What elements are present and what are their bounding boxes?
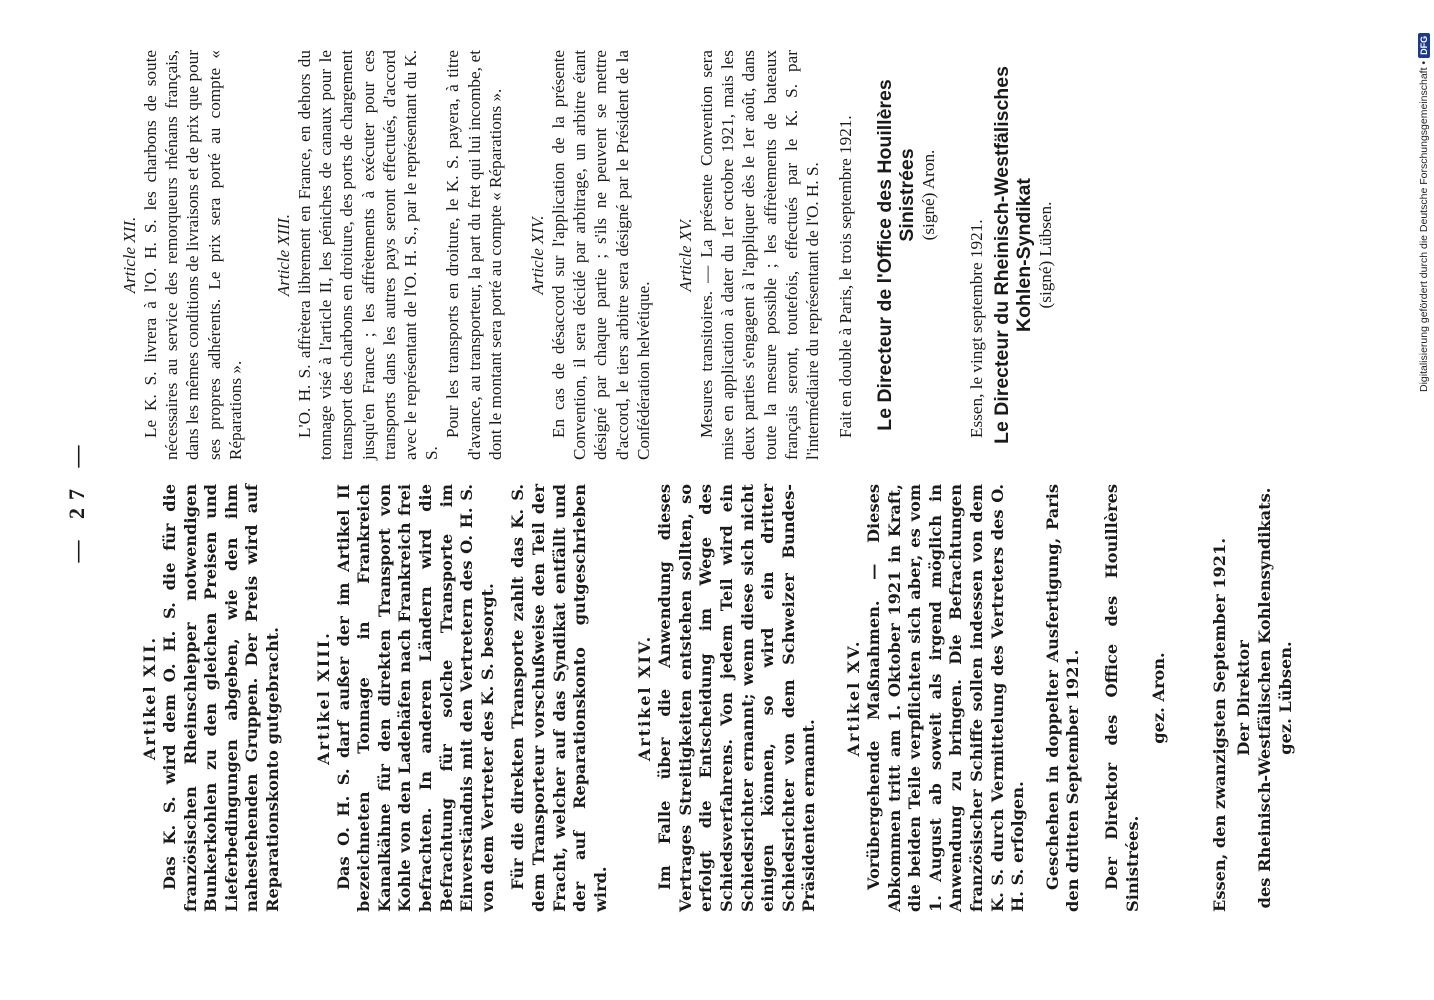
german-signature-2-line-1: Der Direktor <box>1234 640 1254 756</box>
german-signature-1-title: Der Direktor des Office des Houillères Sinistrées. <box>1101 484 1142 912</box>
german-article-14-heading: Artikel XIV. <box>635 634 655 762</box>
german-place-date: Essen, den zwanzigsten September 1921. <box>1209 538 1229 912</box>
german-signature-1-name: gez. Aron. <box>1149 652 1169 744</box>
french-article-12-heading: Article XII. <box>120 216 139 294</box>
french-article-13-heading: Article XIII. <box>274 213 294 297</box>
page-number: — 27 — <box>64 437 89 563</box>
german-signature-2-line-2: des Rheinisch-Westfälischen Kohlensyndikats. <box>1254 487 1274 909</box>
german-article-15-text: Vorübergehende Maßnahmen. — Dieses Abkommen tritt am 1. Oktober 1921 in Kraft, die beiden Teile verpflichten sich aber, es vom 1. August ab soweit als irgend möglich in Anwendung zu bringen. Die Befrachtungen französischer Schiffe sollen indessen von dem K. S. durch Vermittelung des Vertreters des O. H. S. erfolgen. <box>864 484 1028 912</box>
german-article-15-heading: Artikel XV. <box>844 639 864 757</box>
french-article-15-heading: Article XV. <box>676 218 696 292</box>
german-article-13-text-1: Das O. H. S. darf außer der im Artikel II bezeichneten Tonnage in Frankreich Kanalkähne für den direkten Transport von Kohle von den Ladehäfen nach Frankreich frei befrachten. In anderen Ländern wird die Befrachtung für solche Transporte im Einverständnis mit den Vertretern des O. H. S. von dem Vertreter des K. S. besorgt. <box>333 484 497 912</box>
french-signature-2-name: (signé) Lübsen. <box>1035 201 1055 309</box>
german-article-12-heading: Artikel XII. <box>140 635 159 761</box>
french-place-date: Essen, le vingt septembre 1921. <box>966 219 986 438</box>
french-done-statement: Fait en double à Paris, le trois septembre 1921. <box>836 115 856 438</box>
dfg-watermark <box>1416 0 1432 392</box>
french-article-12-text: Le K. S. livrera à l'O. H. S. les charbons de soute nécessaires au service des remorqueurs rhénans français, dans les mêmes conditions de livraisons et de prix que pour ses propres adhérents. Le prix sera porté au compte « Réparations ». <box>141 50 245 460</box>
dfg-logo-icon: DFG <box>1418 33 1430 58</box>
german-article-13-heading: Artikel XIII. <box>313 631 333 765</box>
french-article-15-text: Mesures transitoires. — La présente Convention sera mise en application à dater du 1er octobre 1921, mais les deux parties s'engagent à l'appliquer dès le 1er août, dans toute la mesure possible ; les affrètements de bateaux français seront, toutefois, effectués par le K. S. par l'intermédiaire du représentant de l'O. H. S. <box>697 50 823 460</box>
german-signature-2-name: gez. Lübsen. <box>1275 641 1295 755</box>
french-article-13-text-2: Pour les transports en droiture, le K. S. payera, à titre d'avance, au transporteur, la part du fret qui lui incombe, et dont le montant sera porté au compte « Réparations ». <box>443 50 505 460</box>
watermark-text: Digitalisierung gefördert durch die Deutsche Forschungsgemeinschaft • <box>1418 60 1430 392</box>
german-done-statement: Geschehen in doppelter Ausfertigung, Paris den dritten September 1921. <box>1042 484 1083 912</box>
german-article-14-text: Im Falle über die Anwendung dieses Vertrages Streitigkeiten entstehen sollten, so erfolgt die Entscheidung im Wege des Schiedsverfahrens. Von jedem Teil wird ein Schiedsrichter ernannt; wenn diese sich nicht einigen können, so wird ein dritter Schiedsrichter von dem Schweizer Bundes-Präsidenten ernannt. <box>655 484 819 912</box>
french-signature-1-title-2: Sinistrées <box>896 148 919 242</box>
french-article-13-text-1: L'O. H. S. affrètera librement en France, en dehors du tonnage visé à l'article II, les péniches de canaux pour le transport des charbons en droiture, des ports de chargement jusqu'en France ; les affrètements à exécuter pour ces transports dans les autres pays seront effectués, d'accord avec le représentant de l'O. H. S., par le représentant du K. S. <box>295 50 442 460</box>
german-article-12-text: Das K. S. wird dem O. H. S. die für die französischen Rheinschlepper notwendigen Bunkerkohlen zu den gleichen Preisen und Lieferbedingungen abgeben, wie den ihm nahestehenden Gruppen. Der Preis wird auf Reparationskonto gutgebracht. <box>160 484 282 912</box>
german-column <box>140 484 1296 912</box>
french-signature-2-title-2: Kohlen-Syndikat <box>1012 178 1035 332</box>
french-article-14-text: En cas de désaccord sur l'application de la présente Convention, il sera décidé par arbitrage, un arbitre étant désigné par chaque partie ; s'ils ne peuvent se mettre d'accord, le tiers arbitre sera désigné par le Président de la Confédération helvétique. <box>549 50 653 460</box>
german-article-13-text-2: Für die direkten Transporte zahlt das K. S. dem Transporteur vorschußweise den Teil der Fracht, welcher auf das Syndikat entfällt und der auf Reparationskonto gutgeschrieben wird. <box>508 484 610 912</box>
french-signature-1-name: (signé) Aron. <box>919 149 939 241</box>
french-signature-2-title-1: Le Directeur du Rheinisch-Westfälisches <box>990 66 1013 444</box>
french-column <box>120 50 1056 460</box>
french-signature-1-title-1: Le Directeur de l'Office des Houillères <box>874 79 897 431</box>
french-article-14-heading: Article XIV. <box>528 215 548 295</box>
